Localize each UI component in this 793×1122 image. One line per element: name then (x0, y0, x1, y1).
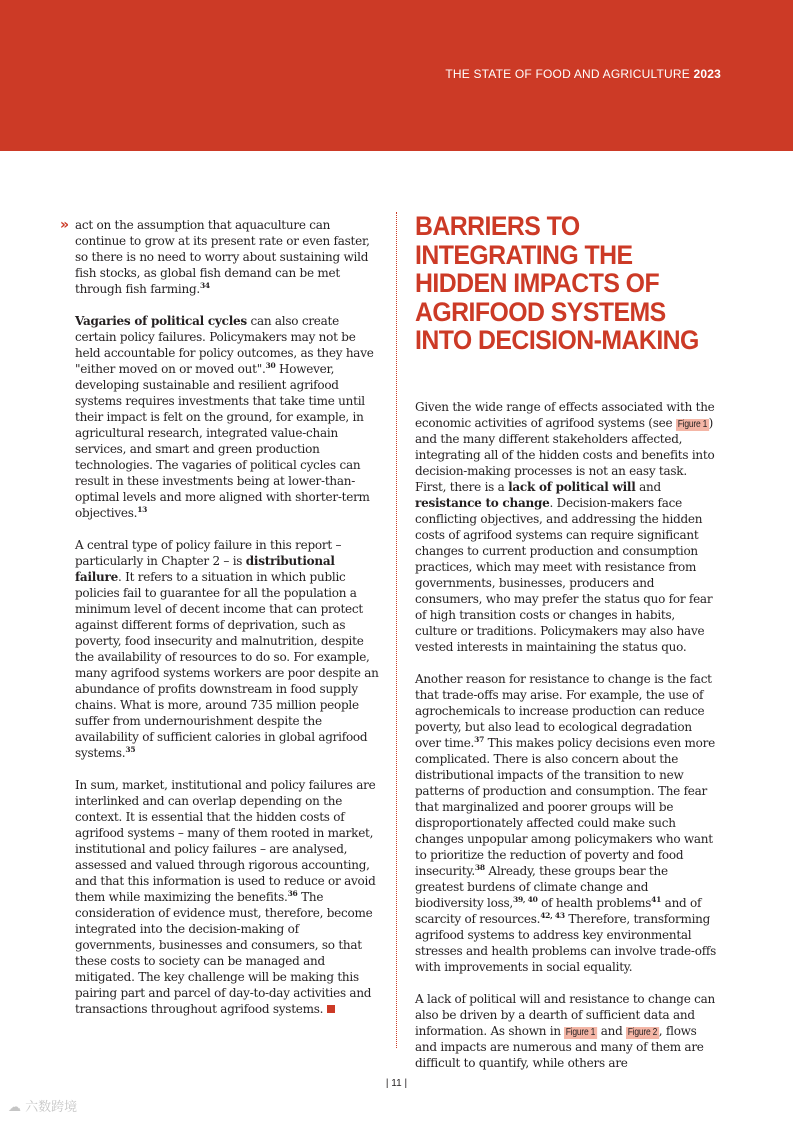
text: and (635, 479, 661, 494)
text: of health problems (537, 895, 652, 910)
right-paragraph-1 (415, 399, 718, 655)
reference-link[interactable]: 37 (474, 734, 485, 744)
text: . It refers to a situation in which public policies fail to guarantee for all the population a minimum level of decent income that can protect against different forms of deprivation, such as poverty, food insecurity and malnutrition, despite the availability of resources to do so. For example, many agrifood systems workers are poor despite an abundance of profits downstream in food supply chains. What is more, around 735 million people suffer from undernourishment despite the availability of sufficient calories in global agrifood systems. (75, 570, 379, 760)
bold-phrase: resistance to change (415, 495, 550, 510)
left-paragraph-2 (75, 313, 380, 521)
header-banner (0, 0, 793, 151)
text: The consideration of evidence must, therefore, become integrated into the decision-making of governments, businesses and consumers, so that these costs to society can be managed and mitigated. The key challenge will be making this pairing part and parcel of day-to-day activities and transactions throughout agrifood systems. (75, 890, 373, 1016)
text: A central type of policy failure in this report – particularly in Chapter 2 – is (75, 538, 342, 568)
section-heading: BARRIERS TO INTEGRATING THE HIDDEN IMPACTS OF AGRIFOOD SYSTEMS INTO DECISION-MAKING (415, 211, 699, 355)
text: However, developing sustainable and resilient agrifood systems requires investments that take time until their impact is felt on the ground, for example, in agricultural research, integrated value-chain services, and smart and green production technologies. The vagaries of political cycles can result in these investments being at lower-than-optimal levels and more aligned with shorter-term objectives. (75, 362, 370, 520)
reference-link[interactable]: 34 (199, 281, 210, 290)
reference-link[interactable]: 42, 43 (540, 910, 565, 920)
publication-title-text: THE STATE OF FOOD AND AGRICULTURE (445, 67, 690, 81)
text: and (597, 1023, 627, 1038)
left-paragraph-1 (75, 217, 380, 297)
text: Already, these groups bear the greatest burdens of climate change and biodiversity loss, (415, 863, 668, 910)
text: . Decision-makers face conflicting objectives, and addressing the hidden costs of agrifood systems can require significant changes to current production and consumption practices, which may meet with resistance from governments, businesses, producers and consumers, who may prefer the status quo for fear of high transition costs or changes in habits, culture or traditions. Policymakers may also have vested interests in maintaining the status quo. (415, 495, 713, 654)
reference-link[interactable]: 39, 40 (513, 894, 538, 904)
text: This makes policy decisions even more complicated. There is also concern about the distributional impacts of the transition to new patterns of production and consumption. The fear that marginalized and poorer groups will be disproportionately affected could make such changes unpopular among policymakers who want to prioritize the reduction of poverty and food insecurity. (415, 735, 715, 878)
right-paragraph-2 (415, 671, 718, 975)
figure-1-link[interactable]: Figure 1 (566, 1026, 596, 1038)
reference-link[interactable]: 35 (125, 745, 136, 754)
figure-2-link[interactable]: Figure 2 (627, 1026, 658, 1038)
left-paragraph-3 (75, 537, 380, 761)
bold-phrase: lack of political will (508, 479, 636, 494)
end-of-section-icon (327, 1005, 335, 1013)
text: A lack of political will and resistance to change can also be driven by a dearth of sufficient data and information. As shown in (415, 991, 715, 1038)
right-paragraph-3 (415, 991, 718, 1071)
reference-link[interactable]: 30 (265, 361, 276, 370)
bold-phrase: Vagaries of political cycles (75, 314, 247, 328)
reference-link[interactable]: 38 (474, 862, 485, 872)
page-number: | 11 | (385, 1078, 408, 1089)
reference-link[interactable]: 13 (137, 505, 148, 514)
text: act on the assumption that aquaculture can continue to grow at its present rate or even faster, so there is no need to worry about sustaining wild fish stocks, as global fish demand can be met through fish farming. (75, 218, 370, 296)
publication-title (445, 67, 721, 81)
right-column (415, 212, 718, 1071)
text: ) and the many different stakeholders affected, integrating all of the hidden costs and benefits into decision-making processes is not an easy task. First, there is a (415, 415, 715, 494)
left-paragraph-4 (75, 777, 380, 1017)
left-column (75, 217, 380, 1017)
reference-link[interactable]: 36 (287, 889, 298, 898)
text: In sum, market, institutional and policy failures are interlinked and can overlap depending on the context. It is essential that the hidden costs of agrifood systems – many of them rooted in market, institutional and policy failures – are analysed, assessed and valued through rigorous accounting, and that this information is used to reduce or avoid them while maximizing the benefits. (75, 778, 376, 904)
column-divider (396, 212, 397, 1048)
bold-phrase: distributional failure (75, 554, 335, 584)
figure-1-link[interactable]: Figure 1 (677, 418, 708, 430)
watermark-logo: ☁ 六数跨境 (8, 1100, 78, 1115)
text: Given the wide range of effects associated with the economic activities of agrifood systems (see (415, 399, 715, 430)
reference-link[interactable]: 41 (651, 894, 662, 904)
publication-year: 2023 (693, 67, 721, 81)
text: , flows and impacts are numerous and many of them are difficult to quantify, while others are (415, 1023, 704, 1070)
continuation-marker-icon: » (60, 217, 70, 233)
text: Another reason for resistance to change is the fact that trade-offs may arise. For example, the use of agrochemicals to increase production can reduce poverty, but also lead to ecological degradation over time. (415, 671, 712, 750)
text: Therefore, transforming agrifood systems to address key environmental stresses and health problems can involve trade-offs with improvements in social equality. (415, 911, 716, 974)
text: and of scarcity of resources. (415, 895, 702, 926)
text: can also create certain policy failures. Policymakers may not be held accountable for policy outcomes, as they have "either moved on or moved out". (75, 314, 374, 376)
